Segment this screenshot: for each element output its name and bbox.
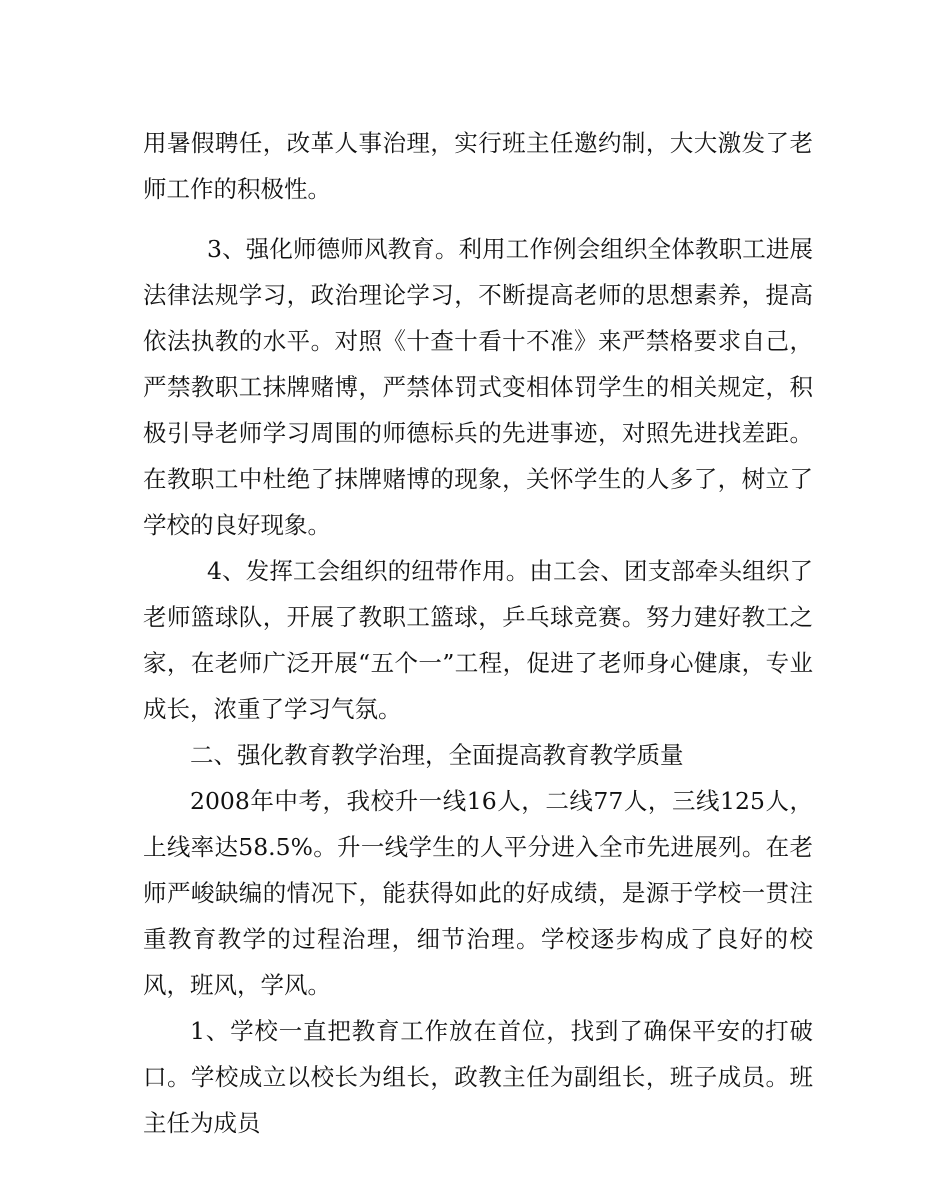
paragraph-exam-results: 2008年中考，我校升一线16人，二线77人，三线125人，上线率达58.5%。升一线学生的人平分进入全市先进展列。在老师严峻缺编的情况下，能获得如此的好成绩，是源于学校一贯注重教育教学的过程治理，细节治理。学校逐步构成了良好的校风，班风，学风。	[143, 787, 813, 999]
paragraph-continuation: 用暑假聘任，改革人事治理，实行班主任邀约制，大大激发了老师工作的积极性。	[143, 129, 813, 203]
paragraph-item-4: 4、发挥工会组织的纽带作用。由工会、团支部牵头组织了老师篮球队，开展了教职工篮球，乒乓球竞赛。努力建好教工之家，在老师广泛开展“五个一”工程，促进了老师身心健康，专业成长，浓重了学习气氛。	[143, 557, 813, 723]
paragraph-item-1: 1、学校一直把教育工作放在首位，找到了确保平安的打破口。学校成立以校长为组长，政教主任为副组长，班子成员。班主任为成员	[143, 1017, 813, 1137]
paragraph-item-3: 3、强化师德师风教育。利用工作例会组织全体教职工进展法律法规学习，政治理论学习，不断提高老师的思想素养，提高依法执教的水平。对照《十查十看十不准》来严禁格要求自己，严禁教职工抹牌赌博，严禁体罚式变相体罚学生的相关规定，积极引导老师学习周围的师德标兵的先进事迹，对照先进找差距。在教职工中杜绝了抹牌赌博的现象，关怀学生的人多了，树立了学校的良好现象。	[143, 235, 813, 539]
document-body	[143, 120, 813, 1146]
section-heading-2: 二、强化教育教学治理，全面提高教育教学质量	[190, 741, 684, 769]
